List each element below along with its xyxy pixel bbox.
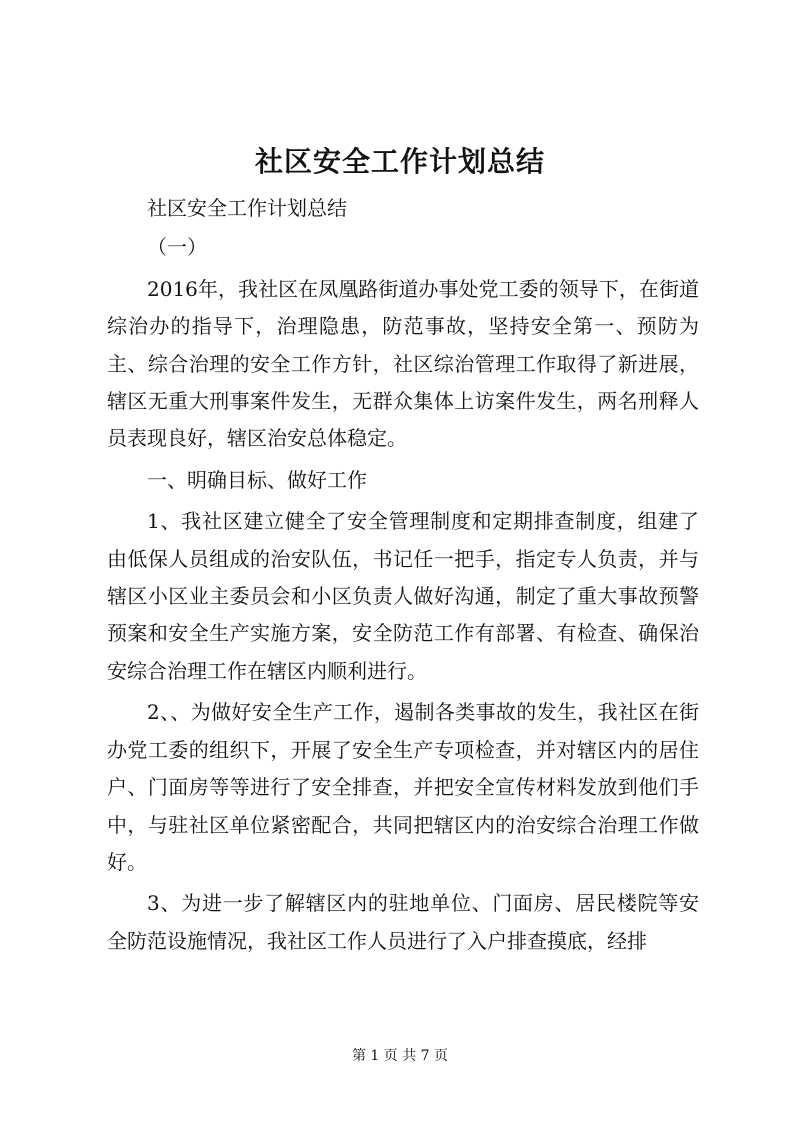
document-title: 社区安全工作计划总结 [254, 145, 545, 178]
section-marker: （一） [147, 235, 207, 260]
page-number-footer: 第 1 页 共 7 页 [351, 1048, 449, 1064]
document-subtitle: 社区安全工作计划总结 [147, 196, 347, 220]
section-heading: 一、明确目标、做好工作 [147, 467, 367, 492]
paragraph-item-1: 1、我社区建立健全了安全管理制度和定期排查制度，组建了由低保人员组成的治安队伍，书记任一把手，指定专人负责，并与辖区小区业主委员会和小区负责人做好沟通，制定了重大事故预警预案和安全生产实施方案，安全防范工作有部署、有检查、确保治安综合治理工作在辖区内顺利进行。 [107, 509, 699, 683]
paragraph-item-2: 2、、为做好安全生产工作，遏制各类事故的发生，我社区在街办党工委的组织下，开展了安全生产专项检查，并对辖区内的居住户、门面房等等进行了安全排查，并把安全宣传材料发放到他们手中，与驻社区单位紧密配合，共同把辖区内的治安综合治理工作做好。 [107, 700, 699, 874]
paragraph-intro: 2016年，我社区在凤凰路街道办事处党工委的领导下，在街道综治办的指导下，治理隐患，防范事故，坚持安全第一、预防为主、综合治理的安全工作方针，社区综治管理工作取得了新进展，辖区无重大刑事案件发生，无群众集体上访案件发生，两名刑释人员表现良好，辖区治安总体稳定。 [107, 276, 699, 451]
document-body [107, 190, 699, 960]
paragraph-item-3: 3、为进一步了解辖区内的驻地单位、门面房、居民楼院等安全防范设施情况，我社区工作人员进行了入户排查摸底，经排 [107, 891, 699, 953]
